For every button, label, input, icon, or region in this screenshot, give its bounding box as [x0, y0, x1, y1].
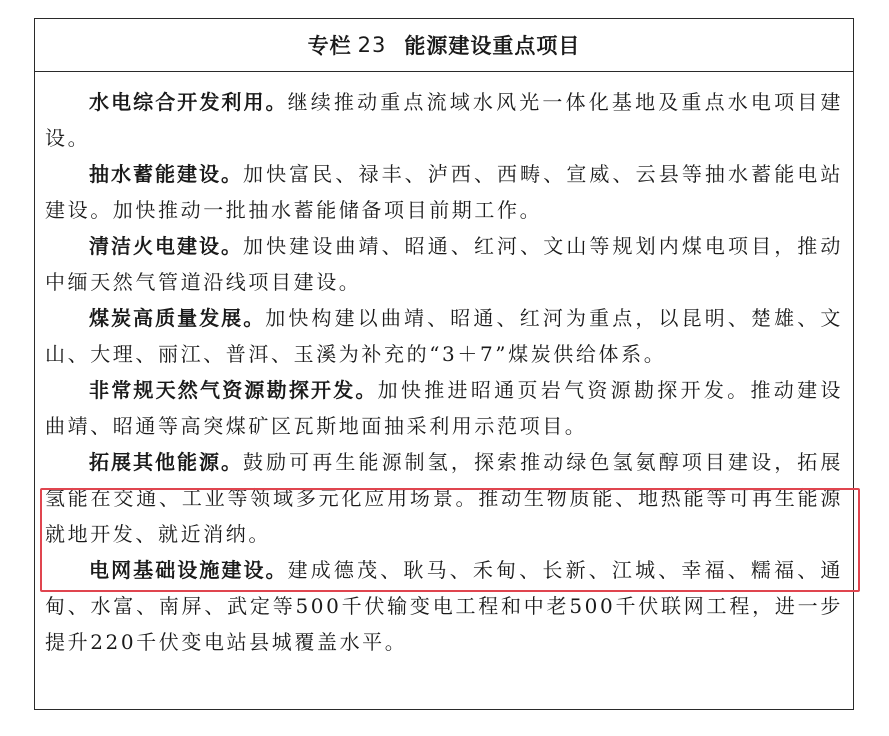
item-body: 继续推动重点流域水风光一体化基地及重点水电项目建设。 [45, 90, 843, 150]
item-unconventional-gas [45, 372, 843, 444]
item-heading: 电网基础设施建设。 [89, 558, 288, 582]
item-body: 建成德茂、耿马、禾甸、长新、江城、幸福、糯福、通甸、水富、南屏、武定等500千伏输变电工程和中老500千伏联网工程，进一步提升220千伏变电站县城覆盖水平。 [45, 558, 843, 654]
item-body: 加快推进昭通页岩气资源勘探开发。推动建设曲靖、昭通等高突煤矿区瓦斯地面抽采利用示范项目。 [45, 378, 843, 438]
item-heading: 清洁火电建设。 [89, 234, 243, 258]
item-body: 加快构建以曲靖、昭通、红河为重点，以昆明、楚雄、文山、大理、丽江、普洱、玉溪为补充的“3＋7”煤炭供给体系。 [45, 306, 843, 366]
item-body: 加快建设曲靖、昭通、红河、文山等规划内煤电项目，推动中缅天然气管道沿线项目建设。 [45, 234, 843, 294]
title-number: 23 [357, 33, 387, 57]
item-body: 鼓励可再生能源制氢，探索推动绿色氢氨醇项目建设，拓展氢能在交通、工业等领域多元化应用场景。推动生物质能、地热能等可再生能源就地开发、就近消纳。 [45, 450, 843, 546]
item-power-grid [45, 552, 843, 660]
item-heading: 拓展其他能源。 [89, 450, 243, 474]
title-text: 能源建设重点项目 [404, 34, 581, 58]
box-content [35, 72, 853, 660]
item-body: 加快富民、禄丰、泸西、西畴、宣威、云县等抽水蓄能电站建设。加快推动一批抽水蓄能储备项目前期工作。 [45, 162, 843, 222]
item-heading: 抽水蓄能建设。 [89, 162, 243, 186]
item-hydropower [45, 84, 843, 156]
item-clean-thermal [45, 228, 843, 300]
item-heading: 煤炭高质量发展。 [89, 306, 266, 330]
column-box [34, 18, 854, 710]
item-heading: 非常规天然气资源勘探开发。 [89, 378, 378, 402]
item-other-energy [45, 444, 843, 552]
item-coal [45, 300, 843, 372]
item-pumped-storage [45, 156, 843, 228]
box-title [35, 19, 853, 72]
item-heading: 水电综合开发利用。 [89, 90, 288, 114]
title-prefix: 专栏 [307, 34, 352, 58]
